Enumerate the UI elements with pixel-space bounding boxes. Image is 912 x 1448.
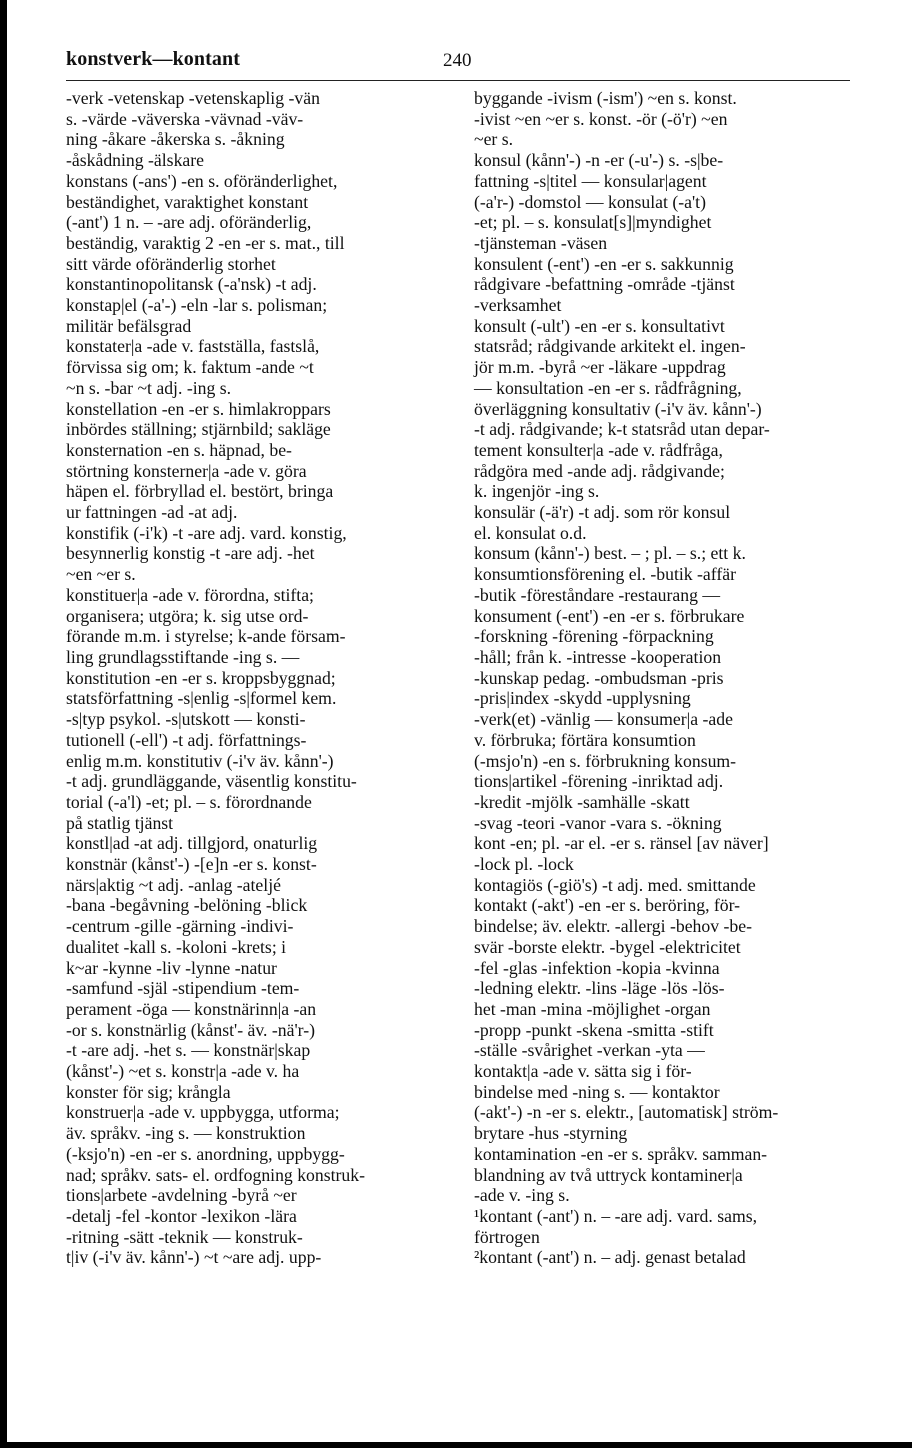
entry-line: -pris|index -skydd -upplysning [474, 688, 691, 709]
entry-line: -kredit -mjölk -samhälle -skatt [474, 791, 690, 812]
entry-line: -forskning -förening -förpackning [474, 626, 714, 647]
entry-line: -butik -föreståndare -restaurang — [474, 584, 721, 605]
entry-line: -verk -vetenskap -vetenskaplig -vän [66, 88, 320, 108]
entry-line: -or s. konstnärlig (kånst'- äv. -nä'r-) [66, 1019, 315, 1040]
entry-line: förande m.m. i styrelse; k-ande försam- [66, 626, 346, 647]
dictionary-entry [474, 502, 850, 543]
entry-line: ling grundlagsstiftande -ing s. — [66, 646, 300, 667]
entry-line: kontakt (-akt') -en -er s. beröring, för- [474, 895, 741, 916]
entry-line: konstantinopolitansk (-a'nsk) -t adj. [66, 274, 317, 295]
entry-line: konstap|el (-a'-) -eln -lar s. polisman; [66, 295, 328, 316]
entry-line: -bana -begåvning -belöning -blick [66, 895, 308, 916]
entry-line: t|iv (-i'v äv. kånn'-) ~t ~are adj. upp- [66, 1247, 322, 1268]
entry-line: blandning av två uttryck kontaminer|a [474, 1164, 743, 1185]
entry-line: dualitet -kall s. -koloni -krets; i [66, 936, 287, 957]
entry-line: konstruer|a -ade v. uppbygga, utforma; [66, 1102, 340, 1123]
entry-line: ²kontant (-ant') n. – adj. genast betalad [474, 1247, 746, 1268]
entry-line: k. ingenjör -ing s. [474, 481, 600, 502]
scan-edge-bottom [0, 1442, 912, 1448]
entry-line: -samfund -själ -stipendium -tem- [66, 978, 300, 999]
entry-line: — konsultation -en -er s. rådfrågning, [474, 377, 742, 398]
entry-line: beständig, varaktig 2 -en -er s. mat., till [66, 232, 345, 253]
running-head: konstverk—kontant [66, 48, 240, 70]
entry-line: torial (-a'l) -et; pl. – s. förordnande [66, 791, 312, 812]
entry-line: konstater|a -ade v. fastställa, fastslå, [66, 336, 320, 357]
entry-line: perament -öga — konstnärinn|a -an [66, 998, 317, 1019]
entry-line: organisera; utgöra; k. sig utse ord- [66, 605, 309, 626]
entry-line: konstl|ad -at adj. tillgjord, onaturlig [66, 833, 318, 854]
entry-line: -svag -teori -vanor -vara s. -ökning [474, 812, 722, 833]
entry-line: förvissa sig om; k. faktum -ande ~t [66, 357, 314, 378]
entry-line: rådgivare -befattning -område -tjänst [474, 274, 735, 295]
entry-line: (kånst'-) ~et s. konstr|a -ade v. ha [66, 1061, 300, 1082]
entry-line: -verksamhet [474, 295, 562, 316]
right-column [474, 88, 850, 1268]
dictionary-entry [474, 150, 850, 254]
entry-line: rådgöra med -ande adj. rådgivande; [474, 460, 725, 481]
entry-line: kontamination -en -er s. språkv. samman- [474, 1143, 768, 1164]
entry-line: -propp -punkt -skena -smitta -stift [474, 1019, 714, 1040]
entry-line: svär -borste elektr. -bygel -elektricitet [474, 936, 741, 957]
entry-line: störtning konsterner|a -ade v. göra [66, 460, 307, 481]
entry-line: -åskådning -älskare [66, 150, 205, 171]
entry-line: tions|arbete -avdelning -byrå ~er [66, 1185, 297, 1206]
entry-line: enlig m.m. konstitutiv (-i'v äv. kånn'-) [66, 750, 334, 771]
dictionary-entry [474, 833, 850, 874]
entry-line: -t -are adj. -het s. — konstnär|skap [66, 1040, 311, 1061]
entry-line: kontagiös (-giö's) -t adj. med. smittande [474, 874, 756, 895]
entry-line: på statlig tjänst [66, 812, 174, 833]
entry-line: konstans (-ans') -en s. oföränderlighet, [66, 170, 338, 191]
entry-line: kont -en; pl. -ar el. -er s. ränsel [av näver] [474, 833, 769, 854]
entry-line: (-a'r-) -domstol — konsulat (-a't) [474, 191, 706, 212]
entry-line: ~n s. -bar ~t adj. -ing s. [66, 377, 232, 398]
entry-line: -verk(et) -vänlig — konsumer|a -ade [474, 709, 733, 730]
dictionary-entry [474, 1247, 850, 1268]
dictionary-entry [66, 399, 442, 440]
left-column [66, 88, 442, 1268]
entry-line: ¹kontant (-ant') n. – -are adj. vard. sams, [474, 1205, 758, 1226]
entry-line: konsum (kånn'-) best. – ; pl. – s.; ett k. [474, 543, 746, 564]
dictionary-entry [66, 523, 442, 585]
header-rule [66, 80, 850, 81]
dictionary-entry [474, 316, 850, 502]
dictionary-entry [66, 585, 442, 833]
entry-line: (-akt'-) -n -er s. elektr., [automatisk] ström- [474, 1102, 779, 1123]
entry-line: häpen el. förbryllad el. bestört, bringa [66, 481, 334, 502]
dictionary-entry [474, 543, 850, 833]
entry-line: konsternation -en s. häpnad, be- [66, 439, 292, 460]
entry-line: inbördes ställning; stjärnbild; sakläge [66, 419, 331, 440]
entry-line: konsulär (-ä'r) -t adj. som rör konsul [474, 502, 731, 523]
entry-line: s. -värde -väverska -vävnad -väv- [66, 108, 304, 129]
dictionary-entry [66, 440, 442, 523]
entry-line: -ritning -sätt -teknik — konstruk- [66, 1226, 303, 1247]
entry-line: -tjänsteman -väsen [474, 232, 608, 253]
entry-line: sitt värde oföränderlig storhet [66, 253, 276, 274]
page-number: 240 [443, 50, 472, 71]
entry-line: -centrum -gille -gärning -indivi- [66, 916, 294, 937]
entry-line: besynnerlig konstig -t -are adj. -het [66, 543, 315, 564]
entry-line: tions|artikel -förening -inriktad adj. [474, 771, 724, 792]
dictionary-entry [66, 295, 442, 336]
dictionary-entry [66, 274, 442, 295]
entry-line: kontakt|a -ade v. sätta sig i för- [474, 1061, 692, 1082]
entry-line: överläggning konsultativ (-i'v äv. kånn'-) [474, 398, 762, 419]
entry-line: äv. språkv. -ing s. — konstruktion [66, 1123, 306, 1144]
entry-line: -detalj -fel -kontor -lexikon -lära [66, 1205, 297, 1226]
entry-line: konstifik (-i'k) -t -are adj. vard. konstig, [66, 522, 347, 543]
entry-line: nad; språkv. sats- el. ordfogning konstruk- [66, 1164, 365, 1185]
entry-line: ~er s. [474, 129, 514, 150]
entry-line: k~ar -kynne -liv -lynne -natur [66, 957, 277, 978]
entry-line: -lock pl. -lock [474, 854, 574, 875]
entry-line: konsulent (-ent') -en -er s. sakkunnig [474, 253, 734, 274]
entry-line: konstellation -en -er s. himlakroppars [66, 398, 331, 419]
dictionary-entry [66, 1102, 442, 1268]
entry-line: -fel -glas -infektion -kopia -kvinna [474, 957, 720, 978]
dictionary-entry [474, 1144, 850, 1206]
entry-line: beständighet, varaktighet konstant [66, 191, 309, 212]
entry-line: konsument (-ent') -en -er s. förbrukare [474, 605, 745, 626]
dictionary-entry [66, 833, 442, 1102]
entry-line: (-msjo'n) -en s. förbrukning konsum- [474, 750, 737, 771]
entry-line: -s|typ psykol. -s|utskott — konsti- [66, 709, 306, 730]
entry-line: konsult (-ult') -en -er s. konsultativt [474, 315, 725, 336]
entry-line: ~en ~er s. [66, 564, 136, 585]
entry-line: ning -åkare -åkerska s. -åkning [66, 129, 285, 150]
entry-line: -ade v. -ing s. [474, 1185, 570, 1206]
entry-line: militär befälsgrad [66, 315, 192, 336]
entry-line: bindelse med -ning s. — kontaktor [474, 1081, 720, 1102]
dictionary-entry [66, 88, 442, 171]
entry-line: närs|aktig ~t adj. -anlag -ateljé [66, 874, 281, 895]
entry-line: -ställe -svårighet -verkan -yta — [474, 1040, 705, 1061]
dictionary-entry [474, 895, 850, 1143]
entry-line: förtrogen [474, 1226, 540, 1247]
entry-line: (-ant') 1 n. – -are adj. oföränderlig, [66, 212, 312, 233]
entry-line: -kunskap pedag. -ombudsman -pris [474, 667, 724, 688]
entry-line: jör m.m. -byrå ~er -läkare -uppdrag [474, 357, 726, 378]
entry-line: (-ksjo'n) -en -er s. anordning, uppbygg- [66, 1143, 345, 1164]
dictionary-entry [474, 875, 850, 896]
entry-line: konster för sig; krångla [66, 1081, 231, 1102]
entry-line: konstituer|a -ade v. förordna, stifta; [66, 584, 314, 605]
dictionary-entry [474, 1206, 850, 1247]
entry-line: -t adj. rådgivande; k-t statsråd utan depar- [474, 419, 770, 440]
entry-line: konsumtionsförening el. -butik -affär [474, 564, 736, 585]
entry-line: brytare -hus -styrning [474, 1123, 628, 1144]
dictionary-entry [474, 254, 850, 316]
entry-line: -et; pl. – s. konsulat[s]|myndighet [474, 212, 712, 233]
entry-line: konstnär (kånst'-) -[e]n -er s. konst- [66, 854, 317, 875]
dictionary-entry [66, 171, 442, 275]
entry-line: -ivist ~en ~er s. konst. -ör (-ö'r) ~en [474, 108, 728, 129]
entry-line: fattning -s|titel — konsular|agent [474, 170, 707, 191]
entry-line: v. förbruka; förtära konsumtion [474, 729, 696, 750]
dictionary-entry [474, 88, 850, 150]
entry-line: byggande -ivism (-ism') ~en s. konst. [474, 88, 737, 108]
entry-line: konstitution -en -er s. kroppsbyggnad; [66, 667, 336, 688]
dictionary-entry [66, 336, 442, 398]
entry-line: -t adj. grundläggande, väsentlig konstitu- [66, 771, 357, 792]
scan-edge-left [0, 0, 7, 1448]
entry-line: tutionell (-ell') -t adj. författnings- [66, 729, 307, 750]
entry-line: bindelse; äv. elektr. -allergi -behov -be- [474, 916, 752, 937]
entry-line: ur fattningen -ad -at adj. [66, 502, 238, 523]
entry-line: -ledning elektr. -lins -läge -lös -lös- [474, 978, 725, 999]
entry-line: tement konsulter|a -ade v. rådfråga, [474, 439, 723, 460]
entry-line: el. konsulat o.d. [474, 522, 587, 543]
entry-line: statsråd; rådgivande arkitekt el. ingen- [474, 336, 746, 357]
entry-line: statsförfattning -s|enlig -s|formel kem. [66, 688, 337, 709]
entry-line: het -man -mina -möjlighet -organ [474, 998, 711, 1019]
entry-line: konsul (kånn'-) -n -er (-u'-) s. -s|be- [474, 150, 724, 171]
entry-line: -håll; från k. -intresse -kooperation [474, 646, 722, 667]
